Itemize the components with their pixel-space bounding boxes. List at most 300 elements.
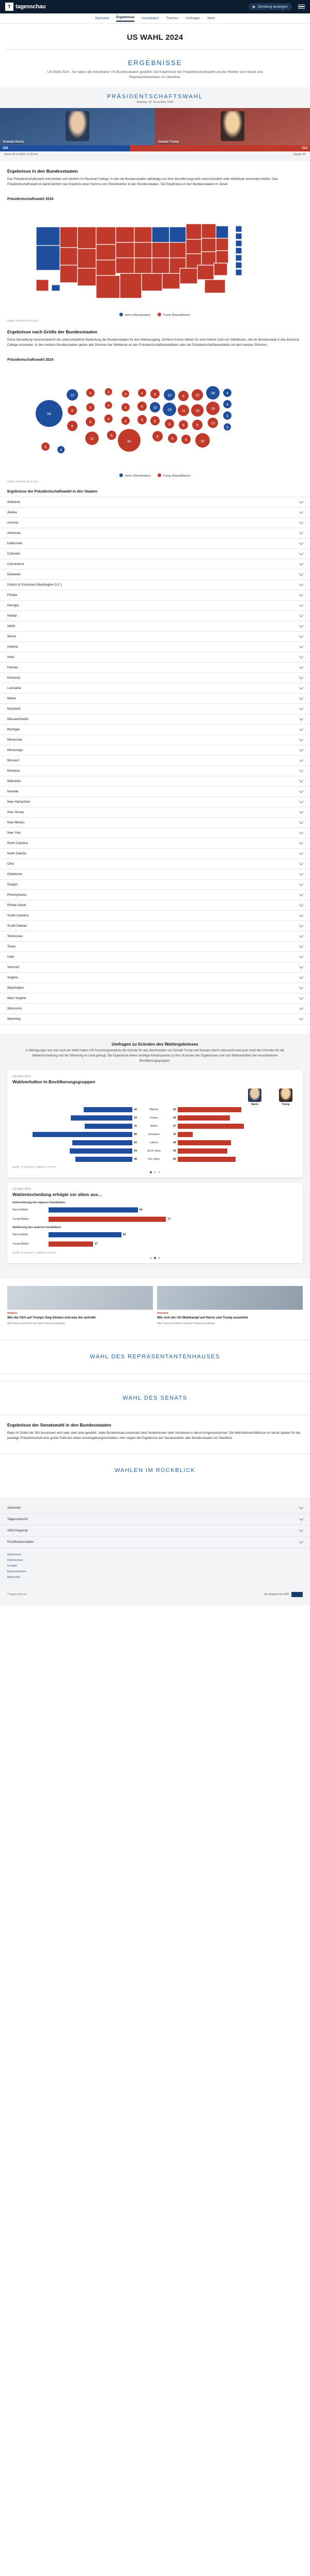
svg-text:4: 4	[141, 392, 143, 396]
states-accordion-title: Ergebnisse der Präsidentschaftswahl in den Staaten	[7, 490, 98, 494]
poll-row	[12, 1106, 298, 1113]
svg-text:10: 10	[167, 394, 172, 398]
svg-text:8: 8	[157, 435, 159, 439]
map-1-credit: Quelle: AP/Stand: 06.12.2024	[7, 319, 38, 322]
poll-row-left	[12, 1132, 138, 1137]
presidential-source: Quelle: AP	[293, 152, 306, 156]
chevron-down-icon	[299, 530, 303, 534]
poll-row-left-value: 49	[134, 1157, 137, 1161]
svg-text:28: 28	[211, 392, 215, 396]
teaser-1[interactable]	[7, 1286, 153, 1325]
chevron-down-icon	[299, 572, 303, 576]
poll-head-harris	[246, 1088, 264, 1106]
svg-text:6: 6	[185, 438, 187, 442]
chevron-down-icon	[299, 654, 303, 658]
polls-heading: Umfragen zu Gründen des Wahlergebnisses	[112, 1042, 198, 1047]
chevron-down-icon	[299, 820, 303, 824]
chevron-down-icon	[299, 613, 303, 617]
poll-card-2-dots[interactable]	[12, 1254, 298, 1259]
poll-row-left	[12, 1107, 138, 1112]
footer-item[interactable]	[0, 1525, 310, 1537]
nav-item-ergebnisse[interactable]: Ergebnisse	[116, 16, 134, 22]
footer-link[interactable]: Datenschutz	[7, 1559, 23, 1562]
state-accordion-label: Wisconsin	[7, 1007, 22, 1011]
state-accordion-item[interactable]	[0, 900, 310, 911]
state-accordion-item[interactable]	[0, 694, 310, 704]
chevron-down-icon	[299, 778, 303, 783]
poll-row	[12, 1139, 298, 1146]
footer-link[interactable]: Barrierefreiheit	[7, 1570, 26, 1574]
chevron-down-icon	[299, 1539, 303, 1543]
top-bar-right	[249, 3, 305, 10]
nav-item-startseite[interactable]: Startseite	[95, 17, 110, 20]
state-accordion-item[interactable]	[0, 756, 310, 766]
poll-card-2-group2	[12, 1231, 298, 1248]
state-accordion-label: District of Columbia (Washington D.C.)	[7, 583, 63, 587]
us-map-svg	[0, 202, 310, 311]
poll-row-left-value: 86	[134, 1132, 137, 1136]
state-accordion-label: Colorado	[7, 552, 21, 556]
state-accordion-item[interactable]	[0, 570, 310, 580]
live-stream-label: Sendung anzeigen	[257, 5, 288, 9]
state-accordion-item[interactable]	[0, 983, 310, 993]
senate-section-heading: WAHL DES SENATS	[0, 1381, 310, 1415]
logo[interactable]	[5, 3, 46, 11]
poll-row-right-value: 55	[173, 1108, 176, 1111]
svg-text:3: 3	[107, 391, 110, 395]
poll-row-label: 18-29 Jahre	[147, 1149, 161, 1153]
poll-row-left	[12, 1140, 138, 1145]
state-accordion-label: New Jersey	[7, 810, 24, 815]
legend-dot-harris	[119, 313, 123, 316]
state-accordion-item[interactable]	[0, 993, 310, 1004]
chevron-down-icon	[299, 737, 303, 741]
state-accordion-label: Oregon	[7, 883, 18, 887]
state-accordion-item[interactable]	[0, 497, 310, 508]
state-accordion-item[interactable]	[0, 611, 310, 621]
live-stream-button[interactable]	[249, 3, 292, 10]
nav-item-umfragen[interactable]: Umfragen	[185, 17, 200, 20]
teaser-2-thumb	[157, 1286, 303, 1310]
house-section-heading: WAHL DES REPRÄSENTANTENHAUSES	[0, 1340, 310, 1374]
footer-bottom	[0, 1587, 310, 1605]
state-accordion-item[interactable]	[0, 735, 310, 745]
poll-row-left-value: 42	[134, 1108, 137, 1111]
poll-row-right	[172, 1157, 298, 1162]
chevron-down-icon	[299, 871, 303, 876]
chevron-down-icon	[299, 623, 303, 627]
footer-links	[0, 1548, 310, 1587]
nav-item-kandidaten[interactable]: Kandidaten	[142, 17, 159, 20]
legend-dot-trump	[158, 313, 161, 316]
poll-row-label: Latinos	[149, 1141, 159, 1144]
senate-states-text: Reps im Drittel der Sitz konstruiert wird oder stets eine gewählt. Jeder Bundesstaat entsendet zwei Senatorinnen oder Senatoren in diese Kongresskammer. Die Mehrheitsverhältnisse im Senat spielen für die jeweilige Präsidentschaft eine große Rolle bei vielen Gesetzgebungsvorhaben. Hier zeigen die Ergebnisse der Senatswahlen aller Bundesstaaten im Überblick.	[7, 1431, 301, 1440]
state-accordion-item[interactable]	[0, 931, 310, 942]
poll-row-left	[12, 1124, 138, 1129]
poll-hbar-label: Harris-Wähler	[12, 1233, 28, 1237]
polls-section	[0, 1034, 310, 1279]
retrospect-section-heading: WAHLEN IM RÜCKBLICK	[0, 1453, 310, 1487]
state-accordion-item[interactable]	[0, 683, 310, 694]
chevron-down-icon	[299, 892, 303, 896]
logo-mark-letter: T	[8, 4, 11, 9]
state-accordion-item[interactable]	[0, 859, 310, 869]
state-accordion-label: New York	[7, 831, 21, 835]
poll-hbar-value: 71	[167, 1218, 171, 1221]
presidential-title: PRÄSIDENTSCHAFTSWAHL	[107, 93, 203, 100]
poll-row-right	[172, 1140, 298, 1145]
state-accordion-label: Oklahoma	[7, 872, 22, 877]
svg-text:6: 6	[111, 434, 113, 438]
svg-text:6: 6	[71, 409, 73, 413]
state-accordion-item[interactable]	[0, 518, 310, 528]
legend-dot-harris-2	[119, 473, 123, 477]
state-accordion-label: Indiana	[7, 645, 18, 649]
teaser-2-title: Wie sich der US-Wahlkampf auf Harris und Trump auswirkte	[157, 1316, 249, 1320]
poll-row-left	[12, 1157, 138, 1162]
state-accordion-label: Vermont	[7, 965, 20, 970]
state-accordion-item[interactable]	[0, 807, 310, 818]
poll-hbar-label: Trump-Wähler	[12, 1218, 29, 1221]
poll-row-label: Weiße	[150, 1124, 158, 1128]
state-accordion-item[interactable]	[0, 973, 310, 983]
svg-text:11: 11	[181, 409, 185, 413]
state-accordion-label: Mississippi	[7, 748, 23, 753]
state-accordion-label: Washington	[7, 986, 24, 990]
state-accordion-label: Maryland	[7, 707, 21, 711]
state-accordion-label: North Carolina	[7, 841, 28, 846]
poll-row-left	[12, 1148, 138, 1154]
poll-card-2-source: Quelle: AP VoteCast / Angaben in Prozent	[12, 1251, 56, 1254]
poll-row-right	[172, 1124, 298, 1129]
svg-text:3: 3	[125, 393, 127, 397]
state-accordion-item[interactable]	[0, 663, 310, 673]
teaser-1-meta: Wie Trump und Harris mit ihren Themen punkteten	[7, 1322, 66, 1325]
svg-text:6: 6	[154, 420, 156, 424]
chevron-down-icon	[299, 985, 303, 989]
state-accordion-label: West Virginia	[7, 996, 26, 1001]
state-accordion-item[interactable]	[0, 952, 310, 962]
state-accordion-item[interactable]	[0, 745, 310, 756]
chevron-down-icon	[299, 716, 303, 720]
teaser-1-thumb	[7, 1286, 153, 1310]
state-accordion-item[interactable]	[0, 652, 310, 663]
presidential-subtitle: Wahltag: 05. November 2024	[136, 100, 174, 104]
trump-portrait-small	[279, 1088, 292, 1102]
results-heading: ERGEBNISSE	[128, 59, 182, 67]
state-accordion-label: Delaware	[7, 573, 21, 577]
state-accordion-label: Michigan	[7, 728, 20, 732]
poll-row-right	[172, 1132, 298, 1137]
poll-row	[12, 1114, 298, 1121]
svg-text:4: 4	[226, 403, 228, 407]
chevron-down-icon	[299, 541, 303, 545]
svg-text:4: 4	[125, 406, 127, 410]
state-accordion-label: Utah	[7, 955, 14, 959]
state-accordion-item[interactable]	[0, 725, 310, 735]
footer-item-label: Rundfunkanstalten	[7, 1540, 34, 1544]
chevron-down-icon	[299, 1006, 303, 1010]
footer-link[interactable]: Bildrechte	[7, 1576, 20, 1580]
map-section-1-heading: Ergebnisse in den Bundesstaaten	[7, 168, 78, 174]
state-accordion-item[interactable]	[0, 766, 310, 776]
chevron-down-icon	[299, 1528, 303, 1532]
state-accordion-label: Florida	[7, 593, 17, 597]
chevron-down-icon	[299, 768, 303, 772]
state-accordion-item[interactable]	[0, 962, 310, 973]
nav-item-mehr[interactable]: Mehr	[207, 17, 215, 20]
chevron-down-icon	[299, 727, 303, 731]
poll-row-right-value: 45	[173, 1116, 176, 1120]
chevron-down-icon	[299, 944, 303, 948]
nav-item-themen[interactable]: Themen	[166, 17, 178, 20]
poll-card-2-group1	[12, 1206, 298, 1223]
legend-harris-2: Harris (Demokraten)	[119, 473, 150, 478]
state-accordion-item[interactable]	[0, 818, 310, 828]
state-accordion-label: Arizona	[7, 521, 18, 525]
state-accordion-item[interactable]	[0, 632, 310, 642]
chevron-down-icon	[299, 923, 303, 927]
svg-text:6: 6	[168, 423, 171, 427]
state-accordion-item[interactable]	[0, 549, 310, 559]
svg-text:13: 13	[211, 422, 215, 426]
footer-copyright: © tagesschau.de	[7, 1593, 27, 1597]
state-accordion-label: Arkansas	[7, 531, 21, 535]
poll-row-left-value: 41	[134, 1124, 137, 1128]
chevron-down-icon	[299, 758, 303, 762]
poll-card-motivation	[7, 1183, 303, 1263]
footer-item[interactable]	[0, 1514, 310, 1525]
trump-portrait	[221, 111, 244, 141]
poll-card-demographics	[7, 1070, 303, 1177]
state-accordion-item[interactable]	[0, 797, 310, 807]
presidential-footer	[0, 151, 310, 161]
chevron-down-icon	[299, 520, 303, 524]
us-bubble-map-svg	[0, 363, 310, 471]
poll-card-2-group2-label: Ablehnung des anderen Kandidaten	[12, 1226, 61, 1230]
svg-text:54: 54	[47, 412, 51, 417]
choropleth-map[interactable]	[0, 202, 310, 311]
state-accordion-item[interactable]	[0, 559, 310, 570]
state-accordion-item[interactable]	[0, 849, 310, 859]
svg-text:40: 40	[127, 440, 131, 444]
trump-name: Donald Trump	[158, 140, 179, 144]
svg-text:6: 6	[141, 419, 143, 423]
chevron-down-icon	[299, 902, 303, 907]
state-accordion-label: South Dakota	[7, 924, 27, 928]
poll-card-2-kicker: US-Wahl 2024	[12, 1188, 31, 1191]
chevron-down-icon	[299, 592, 303, 596]
chevron-down-icon	[299, 913, 303, 917]
chevron-down-icon	[299, 1016, 303, 1020]
poll-hbar-value: 44	[122, 1233, 126, 1237]
poll-hbar-row	[12, 1240, 298, 1248]
poll-hbar-row	[12, 1216, 298, 1223]
poll-hbar-row	[12, 1206, 298, 1214]
map-1-legend	[0, 311, 310, 318]
state-accordion-item[interactable]	[0, 714, 310, 725]
chevron-down-icon	[299, 510, 303, 514]
svg-text:16: 16	[195, 409, 199, 413]
chevron-down-icon	[299, 706, 303, 710]
poll-row	[12, 1123, 298, 1129]
state-accordion-label: Tennessee	[7, 934, 23, 939]
chevron-down-icon	[299, 685, 303, 689]
state-accordion-label: New Mexico	[7, 821, 25, 825]
poll-card-2-group1-label: Unterstützung des eigenen Kandidaten	[12, 1201, 66, 1205]
state-accordion-item[interactable]	[0, 942, 310, 952]
chevron-down-icon	[299, 665, 303, 669]
map-section-2-heading: Ergebnisse nach Größe der Bundesstaaten	[7, 329, 98, 334]
map-1-caption: Präsidentschaftswahl 2024	[7, 197, 54, 201]
state-accordion-item[interactable]	[0, 539, 310, 549]
state-accordion-item[interactable]	[0, 590, 310, 601]
hamburger-icon[interactable]	[298, 5, 305, 9]
state-accordion-label: Alabama	[7, 500, 20, 504]
poll-card-1-dots[interactable]	[12, 1168, 298, 1173]
poll-row-right-value: 46	[173, 1141, 176, 1144]
state-accordion-label: Idaho	[7, 624, 16, 628]
footer-item[interactable]	[0, 1502, 310, 1514]
state-accordion-item[interactable]	[0, 621, 310, 632]
electoral-bar	[0, 145, 310, 151]
state-accordion-label: Rhode Island	[7, 903, 26, 908]
poll-row-right-value: 50	[173, 1157, 176, 1161]
chevron-down-icon	[299, 789, 303, 793]
footer-link[interactable]: Kontakt	[7, 1565, 17, 1568]
svg-text:3: 3	[226, 426, 228, 430]
svg-text:8: 8	[182, 424, 184, 428]
state-accordion-item[interactable]	[0, 1014, 310, 1024]
poll-card-1-source: Quelle: AP VoteCast / Angaben in Prozent	[12, 1166, 56, 1169]
poll-head-trump	[277, 1088, 295, 1106]
poll-row-left-value: 52	[134, 1141, 137, 1144]
state-accordion-item[interactable]	[0, 642, 310, 652]
poll-row-right	[172, 1148, 298, 1154]
state-accordion-label: Montana	[7, 769, 20, 773]
poll-card-2-title: Wahlentscheidung erfolgte vor allem aus...	[12, 1192, 102, 1198]
bubble-map[interactable]	[0, 363, 310, 471]
chevron-down-icon	[299, 1505, 303, 1509]
chevron-down-icon	[299, 696, 303, 700]
poll-row-left-value: 54	[134, 1149, 137, 1153]
state-accordion-label: Nebraska	[7, 779, 21, 784]
teaser-1-title: Wie die USA auf Trumps Sieg blicken und was ihn antreibt	[7, 1316, 96, 1320]
svg-text:4: 4	[89, 392, 91, 396]
state-accordion-item[interactable]	[0, 880, 310, 890]
state-accordion-item[interactable]	[0, 673, 310, 683]
state-accordion-item[interactable]	[0, 1004, 310, 1014]
harris-portrait	[66, 111, 89, 141]
poll-row-label: Männer	[149, 1108, 159, 1111]
map-section-2	[0, 322, 310, 353]
poll-head-trump-label: Trump	[282, 1103, 290, 1107]
footer-item-label: ARD-Regional	[7, 1529, 28, 1533]
state-accordion-label: Virginia	[7, 976, 18, 980]
svg-text:6: 6	[172, 437, 174, 441]
ard-mark-icon	[291, 1592, 303, 1597]
state-accordion-item[interactable]	[0, 838, 310, 849]
teaser-2[interactable]	[157, 1286, 303, 1325]
results-intro: US-Wahl 2024 - So haben die Amerikaner US-Bundesstaaten gewählt: Die Ergebnisse der Präsidentschaftswahl und der Wahlen zum Senat und Repräsentantenhaus im Überblick.	[47, 70, 263, 79]
chevron-down-icon	[299, 551, 303, 555]
chevron-down-icon	[299, 975, 303, 979]
svg-text:12: 12	[70, 394, 74, 398]
poll-hbar-value: 27	[95, 1243, 98, 1246]
chevron-down-icon	[299, 675, 303, 679]
state-accordion-label: Massachusetts	[7, 717, 29, 722]
candidate-harris[interactable]	[0, 108, 155, 145]
svg-text:3: 3	[44, 446, 47, 450]
state-accordion-label: Missouri	[7, 759, 20, 763]
state-accordion-label: Maine	[7, 697, 16, 701]
legend-trump: Trump (Republikaner)	[158, 313, 190, 317]
poll-hbar-value: 54	[139, 1208, 143, 1212]
candidate-trump[interactable]	[155, 108, 310, 145]
map-2-caption: Präsidentschaftswahl 2024	[7, 358, 54, 362]
svg-text:3: 3	[107, 404, 110, 408]
chevron-down-icon	[299, 634, 303, 638]
top-bar	[0, 0, 310, 13]
svg-text:10: 10	[153, 406, 157, 410]
ard-label: Ein Angebot von ARD	[264, 1593, 289, 1597]
state-accordion-item[interactable]	[0, 528, 310, 539]
svg-text:8: 8	[182, 395, 184, 399]
chevron-down-icon	[299, 861, 303, 865]
polls-text: In Befragungen vor und nach der Wahl haben US-Forschungsinstitute die Gründe für das Abschneiden von Donald Trump und Kamala Harris untersucht und auch nach den Gründen für die Wahlentscheidung und die Stimmung im Land gefragt. Die Ergebnisse liefern wichtige Anhaltspunkte zu den Ursachen des Ergebnisses und zum Wahlverhalten der verschiedenen Bevölkerungsgruppen.	[25, 1049, 285, 1063]
state-accordion-item[interactable]	[0, 787, 310, 797]
chevron-down-icon	[299, 499, 303, 503]
poll-row-label: Schwarze	[148, 1132, 160, 1136]
state-accordion-item[interactable]	[0, 508, 310, 518]
senate-states-block	[0, 1415, 310, 1446]
poll-row-right-value: 13	[173, 1132, 176, 1136]
logo-text: tagesschau	[16, 4, 46, 10]
state-accordion-item[interactable]	[0, 704, 310, 714]
electoral-bar-trump: 312	[130, 145, 310, 151]
state-accordion-label: Kalifornien	[7, 542, 23, 546]
state-accordion-item[interactable]	[0, 776, 310, 787]
logo-mark-icon	[5, 3, 13, 11]
chevron-down-icon	[299, 964, 303, 969]
state-accordion-item[interactable]	[0, 911, 310, 921]
state-accordion-label: Minnesota	[7, 738, 22, 742]
poll-row-right	[172, 1115, 298, 1121]
map-section-2-text: Diese Darstellung veranschaulicht die unterschiedliche Bedeutung der Bundesstaaten für den Wahlausgang. Größere Kreise stehen für eine höhere Zahl von Wahlleuten, die ein Bundesstaat in das Electoral College entsendet. In den meisten Bundesstaaten gehen alle Stimmen der Wahlleute an den Präsidentschaftskandidaten oder die Präsidentschaftskandidatin mit den meisten Stimmen.	[7, 338, 299, 347]
state-accordion-item[interactable]	[0, 601, 310, 611]
state-accordion-label: Hawaii	[7, 614, 17, 618]
footer-item[interactable]	[0, 1537, 310, 1548]
chevron-down-icon	[299, 995, 303, 1000]
state-accordion-item[interactable]	[0, 890, 310, 900]
poll-head-harris-label: Harris	[251, 1103, 259, 1107]
ard-logo	[265, 1592, 303, 1597]
state-accordion-item[interactable]	[0, 828, 310, 838]
chevron-down-icon	[299, 851, 303, 855]
state-accordion-label: Texas	[7, 945, 16, 949]
state-accordion-item[interactable]	[0, 869, 310, 880]
footer-link[interactable]: Impressum	[7, 1553, 22, 1557]
state-accordion-label: South Carolina	[7, 914, 28, 918]
state-accordion-item[interactable]	[0, 921, 310, 931]
poll-row-right-value: 43	[173, 1149, 176, 1153]
chevron-down-icon	[299, 954, 303, 958]
chevron-down-icon	[299, 561, 303, 565]
chevron-down-icon	[299, 882, 303, 886]
teaser-1-tag: Analyse	[7, 1312, 18, 1315]
state-accordion-label: Pennsylvania	[7, 893, 26, 897]
state-accordion-item[interactable]	[0, 580, 310, 590]
